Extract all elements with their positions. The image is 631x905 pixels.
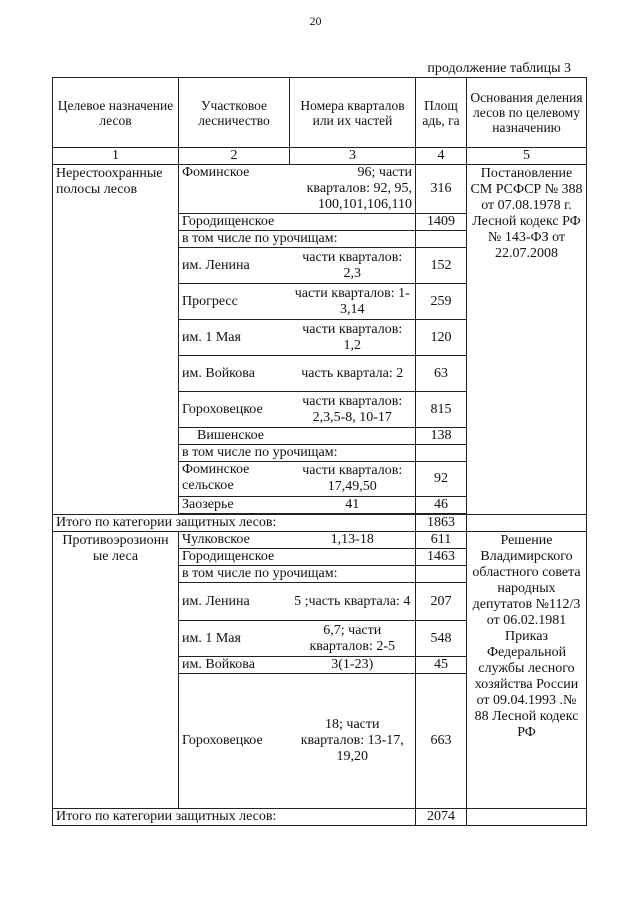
table-row (53, 165, 587, 214)
empty-cell (467, 809, 587, 826)
area-cell (416, 445, 467, 462)
forestry-cell: им. 1 Мая (179, 320, 290, 356)
total-row (53, 515, 587, 532)
area-cell (416, 231, 467, 248)
section1-basis: Постановление СМ РСФСР № 388 от 07.08.1978 г. Лесной кодекс РФ № 143-ФЗ от 22.07.2008 (467, 165, 587, 515)
quarters-cell: части кварталов: 17,49,50 (290, 462, 416, 497)
empty-cell (467, 515, 587, 532)
total-label: Итого по категории защитных лесов: (53, 515, 416, 532)
quarters-cell: 1,13-18 (290, 532, 416, 549)
area-cell: 92 (416, 462, 467, 497)
area-cell: 663 (416, 674, 467, 809)
forestry-cell: Фоминское (179, 165, 290, 214)
total-value: 1863 (416, 515, 467, 532)
header-area: Площ адь, га (416, 78, 467, 148)
header-quarters: Номера кварталов или их частей (290, 78, 416, 148)
area-cell: 120 (416, 320, 467, 356)
area-cell: 815 (416, 392, 467, 428)
area-cell: 259 (416, 284, 467, 320)
forestry-cell: им. Ленина (179, 248, 290, 284)
section2-purpose: Противоэрозионн ые леса (53, 532, 179, 809)
area-cell: 1409 (416, 214, 467, 231)
forestry-cell: им. Войкова (179, 356, 290, 392)
forestry-cell: им. Ленина (179, 583, 290, 621)
col-number: 4 (416, 148, 467, 165)
forestry-cell: Фоминское сельское (179, 462, 290, 497)
quarters-cell: 5 ;часть квартала: 4 (290, 583, 416, 621)
forestry-cell: им. Войкова (179, 657, 290, 674)
quarters-cell: 3(1-23) (290, 657, 416, 674)
forestry-cell: Городищенское (179, 214, 416, 231)
quarters-cell: части кварталов: 2,3 (290, 248, 416, 284)
header-purpose: Целевое назначение лесов (53, 78, 179, 148)
subheading-cell: в том числе по урочищам: (179, 566, 416, 583)
forestry-cell: Чулковское (179, 532, 290, 549)
area-cell: 63 (416, 356, 467, 392)
forestry-cell: Прогресс (179, 284, 290, 320)
quarters-cell: 96; части кварталов: 92, 95, 100,101,106,110 (290, 165, 416, 214)
column-numbers-row (53, 148, 587, 165)
area-cell: 152 (416, 248, 467, 284)
area-cell: 611 (416, 532, 467, 549)
section1-purpose: Нерестоохранные полосы лесов (53, 165, 179, 515)
col-number: 5 (467, 148, 587, 165)
header-basis: Основания деления лесов по целевому назначению (467, 78, 587, 148)
forestry-cell: Вишенское (179, 428, 416, 445)
area-cell: 207 (416, 583, 467, 621)
col-number: 3 (290, 148, 416, 165)
area-cell (416, 566, 467, 583)
continuation-label: продолжение таблицы 3 (427, 61, 571, 76)
area-cell: 138 (416, 428, 467, 445)
forestry-cell: Гороховецкое (179, 392, 290, 428)
total-label: Итого по категории защитных лесов: (53, 809, 416, 826)
quarters-cell: 41 (290, 497, 416, 514)
total-row (53, 809, 587, 826)
subheading-cell: в том числе по урочищам: (179, 231, 416, 248)
total-value: 2074 (416, 809, 467, 826)
subheading-cell: в том числе по урочищам: (179, 445, 416, 462)
page-number: 20 (309, 14, 322, 28)
forest-table (52, 77, 587, 826)
area-cell: 1463 (416, 549, 467, 566)
quarters-cell: части кварталов: 2,3,5-8, 10-17 (290, 392, 416, 428)
area-cell: 316 (416, 165, 467, 214)
col-number: 1 (53, 148, 179, 165)
forestry-cell: Гороховецкое (179, 674, 290, 809)
area-cell: 548 (416, 621, 467, 657)
header-forestry: Участковое лесничество (179, 78, 290, 148)
quarters-cell: части кварталов: 1-3,14 (290, 284, 416, 320)
quarters-cell: части кварталов: 1,2 (290, 320, 416, 356)
area-cell: 45 (416, 657, 467, 674)
col-number: 2 (179, 148, 290, 165)
table-row (53, 532, 587, 549)
quarters-cell: 18; части кварталов: 13-17, 19,20 (290, 674, 416, 809)
section2-basis: Решение Владимирского областного совета народных депутатов №112/3 от 06.02.1981 Приказ Федеральной службы лесного хозяйства России от 09.04.1993 .№ 88 Лесной кодекс РФ (467, 532, 587, 809)
header-row (53, 78, 587, 148)
forestry-cell: Заозерье (179, 497, 290, 514)
forestry-cell: им. 1 Мая (179, 621, 290, 657)
quarters-cell: часть квартала: 2 (290, 356, 416, 392)
quarters-cell: 6,7; части кварталов: 2-5 (290, 621, 416, 657)
forestry-cell: Городищенское (179, 549, 416, 566)
area-cell: 46 (416, 497, 467, 514)
